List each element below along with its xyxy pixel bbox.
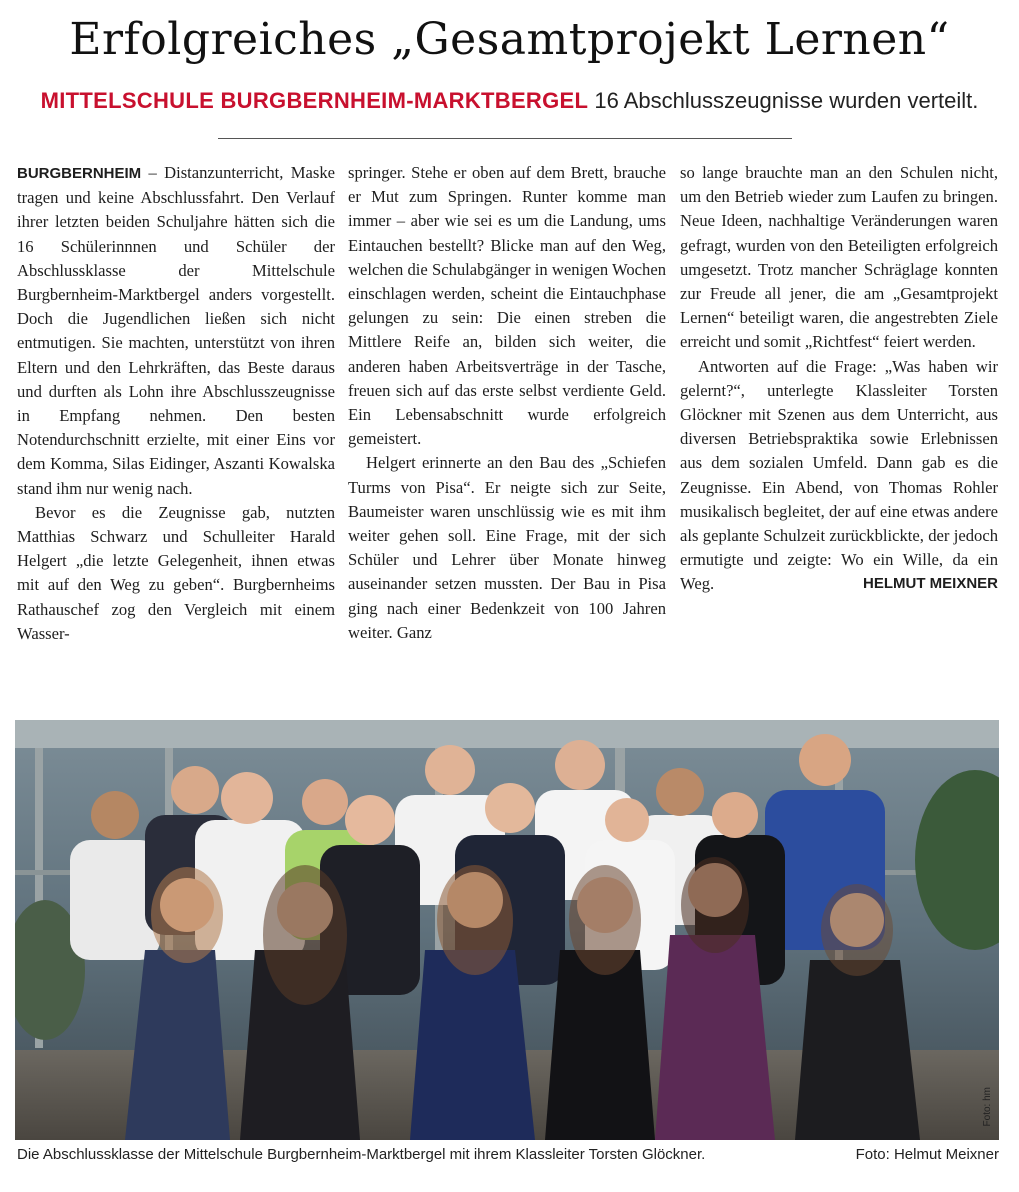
article-paragraph (680, 355, 998, 597)
photo-credit-vertical: Foto: hm (982, 1086, 993, 1126)
article-column-2 (348, 161, 666, 645)
headline-divider (218, 138, 792, 139)
article-paragraph (17, 161, 335, 501)
subheadline-text: 16 Abschlusszeugnisse wurden verteilt. (594, 88, 979, 113)
article-paragraph: so lange brauchte man an den Schulen nicht, um den Betrieb wieder zum Laufen zu bringen. Neue Ideen, nachhaltige Veränderungen waren gefragt, wurden von den Beteiligten erfolgreich umgesetzt. Trotz mancher Schräglage konnten zur Freude all jener, die am „Gesamtprojekt Lernen“ beteiligt waren, die angestrebten Ziele erreicht und somit „Richtfest“ feiert werden. (680, 163, 998, 352)
article-column-3 (680, 161, 998, 597)
subheadline (0, 88, 1019, 114)
article-column-1 (17, 161, 335, 646)
headline: Erfolgreiches „Gesamtprojekt Lernen“ (69, 14, 950, 65)
group-photo (15, 720, 999, 1140)
dateline: BURGBERNHEIM (17, 165, 142, 182)
article-paragraph: Helgert erinnerte an den Bau des „Schiefen Turms von Pisa“. Er neigte sich zur Seite, Baumeister waren unschlüssig wie es mit ihm weiter gehen soll. Eine Frage, mit der sich Schüler und Lehrer über Monate hinweg auseinander setzen mussten. Der Bau in Pisa ging nach einer Bedenkzeit von 100 Jahren weiter. Ganz (348, 453, 666, 642)
group-photo-illustration (15, 720, 999, 1140)
caption-text: Die Abschlussklasse der Mittelschule Burgbernheim-Marktbergel mit ihrem Klassleiter Torsten Glöckner. (17, 1146, 706, 1163)
article-paragraph: springer. Stehe er oben auf dem Brett, brauche er Mut zum Springen. Runter komme man immer – aber wie sei es um die Landung, ums Eintauchen bestellt? Blicke man auf den Weg, welchen die Schulabgänger in wenigen Wochen einschlagen werden, scheint die Eintauchphase gelungen zu sein: Die einen streben die Mittlere Reife an, bilden sich weiter, die anderen haben Arbeitsverträge in der Tasche, freuen sich auf das erste selbst verdiente Geld. Ein Lebensabschnitt wurde erfolgreich gemeistert. (348, 163, 666, 449)
paragraph-text: Antworten auf die Frage: „Was haben wir gelernt?“, unterlegte Klassleiter Torsten Glöckner mit Szenen aus dem Unterricht, aus diversen Betriebspraktika sowie Erlebnissen aus dem sozialen Umfeld. Dann gab es die Zeugnisse. Ein Abend, von Thomas Rohler musikalisch begleitet, der auf eine etwas andere als geplante Schulzeit zurückblickte, der jedoch ermutigte und zeigte: Wo ein Wille, da ein Weg. (680, 356, 998, 594)
article-paragraph: Bevor es die Zeugnisse gab, nutzten Matthias Schwarz und Schulleiter Harald Helgert „die letzte Gelegenheit, ihnen etwas mit auf den Weg zu geben“. Burgbernheims Rathauschef zog den Vergleich mit einem Wasser- (17, 502, 335, 643)
subheadline-kicker: MITTELSCHULE BURGBERNHEIM-MARKTBERGEL (40, 88, 589, 113)
paragraph-text: – Distanzunterricht, Maske tragen und keine Abschlussfahrt. Den Verlauf ihrer letzten beiden Schuljahre hätten sich die 16 Schülerinnnen und Schüler der Abschlussklasse der Mittelschule Burgbernheim-Marktbergel anders vorgestellt. Doch die Jugendlichen ließen sich nicht entmutigen. Sie machten, unterstützt von ihren Eltern und den Lehrkräften, das Beste daraus und durften als Lohn ihre Abschlusszeugnisse in Empfang nehmen. Den besten Notendurchschnitt erzielte, mit einer Eins vor dem Komma, Silas Eidinger, Aszanti Kowalska stand ihm nur wenig nach. (17, 163, 335, 498)
photo-credit: Foto: Helmut Meixner (855, 1146, 999, 1163)
author-byline: HELMUT MEIXNER (863, 575, 998, 593)
photo-caption (17, 1146, 999, 1163)
